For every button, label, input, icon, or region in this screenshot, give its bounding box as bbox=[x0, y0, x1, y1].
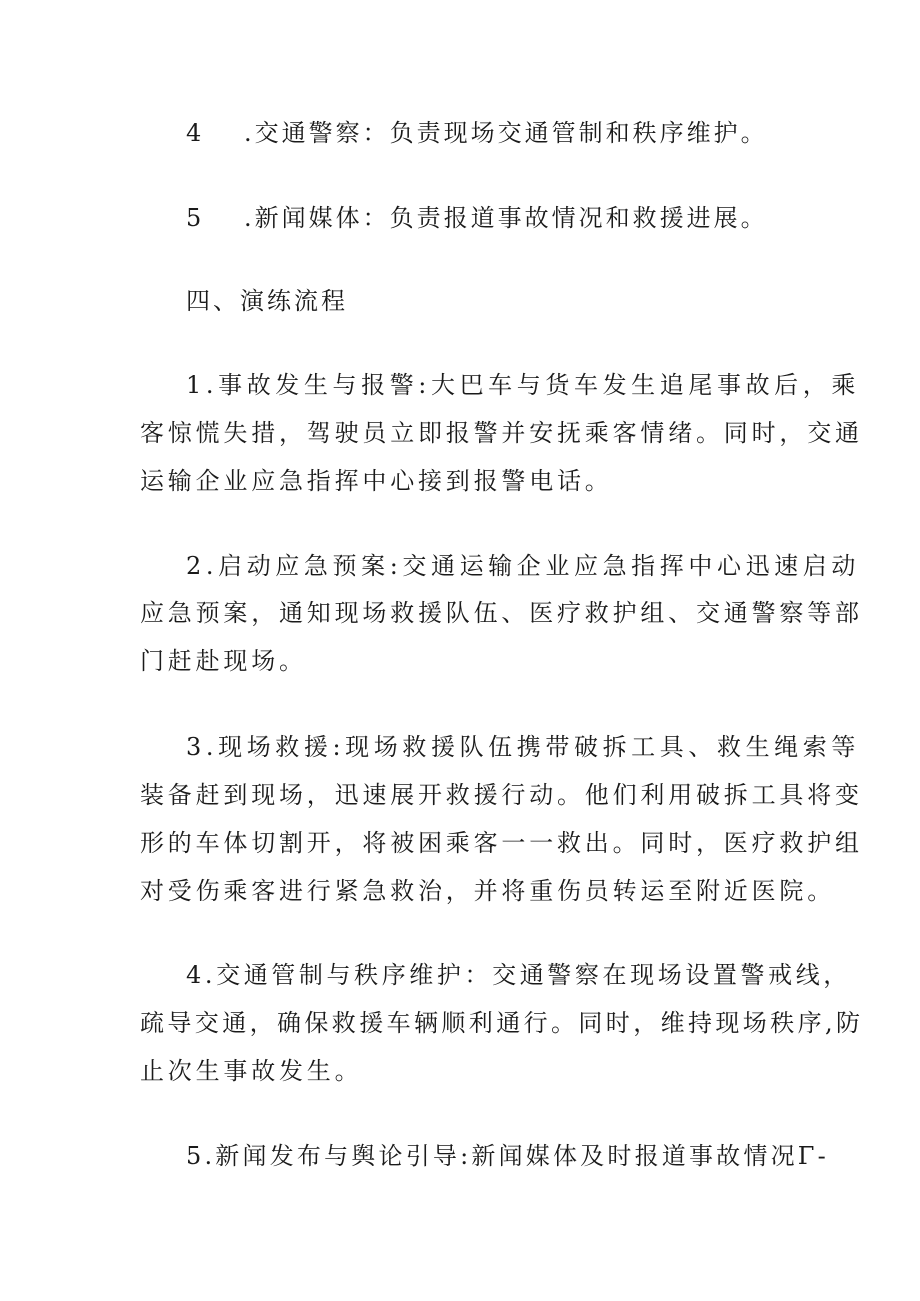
section-heading: 四、演练流程 bbox=[186, 287, 348, 315]
paragraph-line: 形的车体切割开，将被困乘客一一救出。同时，医疗救护组 bbox=[140, 829, 863, 857]
line-text: .新闻媒体：负责报道事故情况和救援进展。 bbox=[244, 204, 768, 232]
paragraph-line: 止次生事故发生。 bbox=[140, 1057, 363, 1085]
line-role-traffic-police bbox=[186, 118, 768, 148]
paragraph-line: 对受伤乘客进行紧急救治，并将重伤员转运至附近医院。 bbox=[140, 877, 835, 905]
item-number: 5 bbox=[186, 204, 205, 232]
paragraph-line: 装备赶到现场，迅速展开救援行动。他们利用破拆工具将变 bbox=[140, 781, 863, 809]
line-role-news-media bbox=[186, 203, 768, 233]
paragraph-line: 门赶赴现场。 bbox=[140, 647, 307, 675]
paragraph-line: 疏导交通，确保救援车辆顺利通行。同时，维持现场秩序,防 bbox=[140, 1009, 864, 1037]
paragraph-line: 1.事故发生与报警:大巴车与货车发生追尾事故后，乘 bbox=[186, 371, 860, 399]
line-text: .交通警察：负责现场交通管制和秩序维护。 bbox=[244, 119, 768, 147]
paragraph-line: 客惊慌失措，驾驶员立即报警并安抚乘客情绪。同时，交通 bbox=[140, 419, 863, 447]
paragraph-line: 应急预案，通知现场救援队伍、医疗救护组、交通警察等部 bbox=[140, 599, 863, 627]
item-number: 4 bbox=[186, 119, 205, 147]
paragraph-line: 2.启动应急预案:交通运输企业应急指挥中心迅速启动 bbox=[186, 552, 860, 580]
paragraph-line: 5.新闻发布与舆论引导:新闻媒体及时报道事故情况Γ- bbox=[186, 1142, 829, 1170]
paragraph-line: 运输企业应急指挥中心接到报警电话。 bbox=[140, 467, 613, 495]
paragraph-line: 4.交通管制与秩序维护：交通警察在现场设置警戒线， bbox=[186, 961, 851, 989]
paragraph-line: 3.现场救援:现场救援队伍携带破拆工具、救生绳索等 bbox=[186, 733, 860, 761]
